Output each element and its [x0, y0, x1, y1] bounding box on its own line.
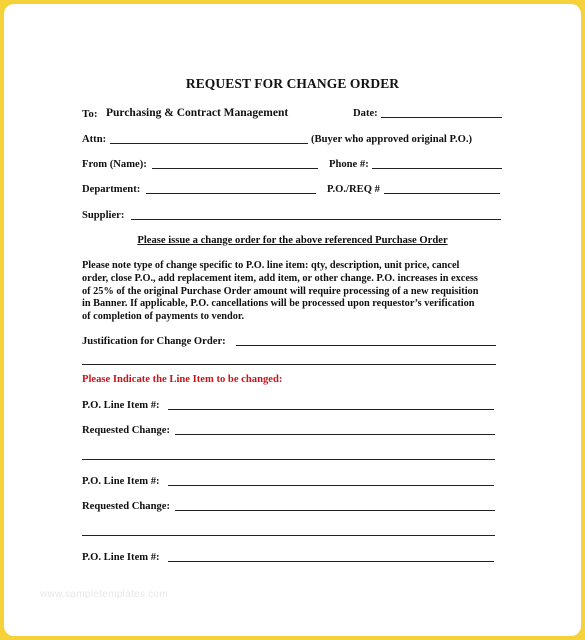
- requested-change-field-line-2[interactable]: [82, 535, 495, 536]
- from-name-label: From (Name):: [82, 159, 147, 170]
- note-line: of 25% of the original Purchase Order amount will require processing of a new requisition: [82, 285, 479, 297]
- justification-field[interactable]: [236, 345, 496, 346]
- request-heading: Please issue a change order for the above referenced Purchase Order: [137, 235, 448, 246]
- po-line-item-label: P.O. Line Item #:: [82, 476, 160, 487]
- note-line: order, close P.O., add replacement item, add item, or other change. P.O. increases in excess: [82, 272, 478, 284]
- department-label: Department:: [82, 184, 141, 195]
- from-name-field[interactable]: [152, 168, 318, 169]
- po-line-item-field[interactable]: [168, 409, 494, 410]
- po-req-label: P.O./REQ #: [327, 184, 380, 195]
- attn-note: (Buyer who approved original P.O.): [311, 134, 473, 145]
- supplier-label: Supplier:: [82, 210, 125, 221]
- attn-field[interactable]: [110, 143, 308, 144]
- watermark: www.sampletemplates.com: [40, 589, 169, 600]
- note-line: Please note type of change specific to P.O. line item: qty, description, unit price, cancel: [82, 260, 460, 271]
- po-line-item-field[interactable]: [168, 485, 494, 486]
- department-field[interactable]: [146, 193, 316, 194]
- phone-label: Phone #:: [329, 159, 369, 170]
- date-label: Date:: [353, 108, 378, 119]
- date-field[interactable]: [381, 117, 502, 118]
- note-line: of completion of payments to vendor.: [82, 311, 245, 323]
- to-value: Purchasing & Contract Management: [106, 107, 289, 119]
- supplier-field[interactable]: [131, 219, 501, 220]
- phone-field[interactable]: [372, 168, 502, 169]
- po-line-item-label: P.O. Line Item #:: [82, 400, 160, 411]
- po-req-field[interactable]: [384, 193, 500, 194]
- note-line: in Banner. If applicable, P.O. cancellations will be processed upon requestor’s verification: [82, 298, 475, 310]
- po-line-item-label: P.O. Line Item #:: [82, 552, 160, 563]
- to-label: To:: [82, 108, 98, 120]
- line-item-heading: Please Indicate the Line Item to be changed:: [82, 374, 283, 385]
- justification-label: Justification for Change Order:: [82, 336, 226, 347]
- requested-change-label: Requested Change:: [82, 501, 170, 512]
- justification-field-line-2[interactable]: [82, 364, 496, 365]
- requested-change-field-line-2[interactable]: [82, 459, 495, 460]
- note-paragraph: [82, 260, 522, 324]
- requested-change-field[interactable]: [175, 434, 495, 435]
- form-title: REQUEST FOR CHANGE ORDER: [185, 76, 400, 91]
- requested-change-label: Requested Change:: [82, 425, 170, 436]
- requested-change-field[interactable]: [175, 510, 495, 511]
- attn-label: Attn:: [82, 134, 107, 145]
- po-line-item-field[interactable]: [168, 561, 494, 562]
